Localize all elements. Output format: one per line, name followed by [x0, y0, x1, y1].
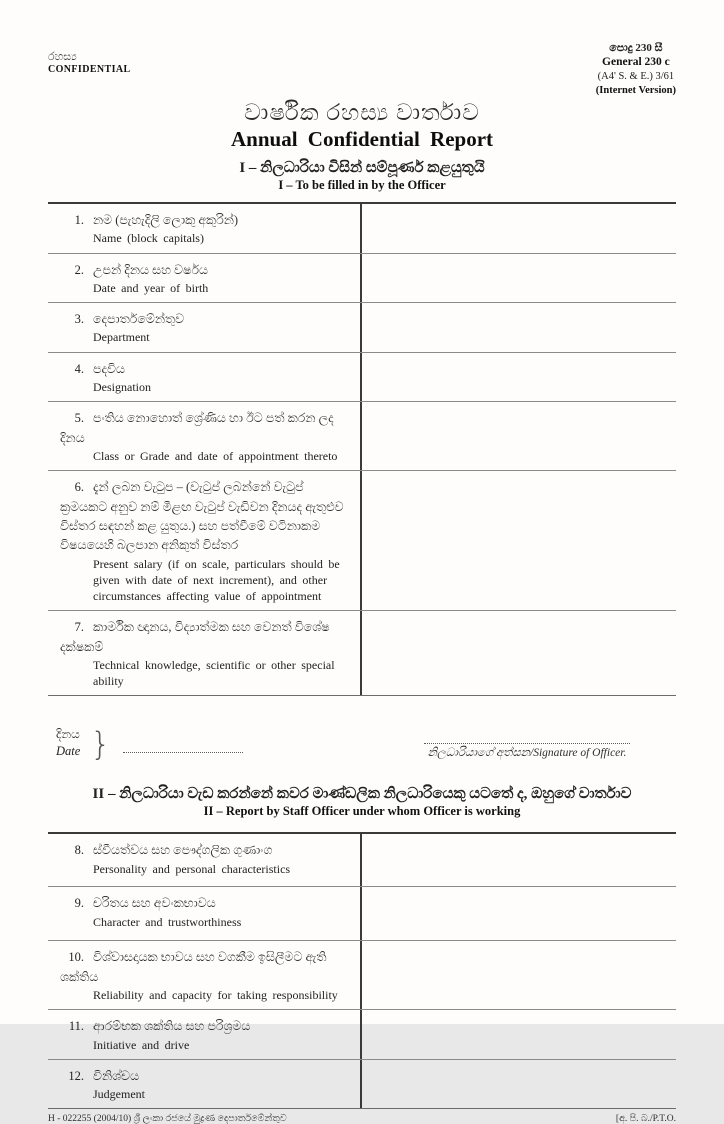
row-number: 7. [74, 620, 84, 635]
form-reference-block [596, 41, 676, 98]
row-label [48, 254, 362, 303]
row-label-sinhala: දැන් ලබන වැටුප – (වැටුප් ලබන්නේ වැටුප් ක්‍රමයකට අනුව නම් මීළඟ වැටුප් වැඩිවන දිනයද ඇතුළුව විස්තර සඳහන් කළ යුතුය.) සහ පත්වීමේ වටිනාකම විෂයයෙහි බලපාන අනිකුත් විස්තර [60, 480, 344, 553]
row-label [48, 353, 362, 402]
form-row-judgement [48, 1059, 676, 1109]
row-label-sinhala: ආරම්භක ශක්තිය සහ පරිශ්‍රමය [93, 1019, 251, 1034]
row-label-sinhala: විශ්වාසදායක භාවය සහ වගකීම ඉසිලීමට ඇති ශක්තිය [60, 950, 327, 984]
date-signature-section [48, 727, 676, 763]
form-row-department [48, 302, 676, 352]
row-label-sinhala: කාර්මික ඥානය, විද්‍යාත්මක සහ වෙනත් විශේෂ දක්ෂකම් [60, 620, 330, 654]
form-row-salary [48, 470, 676, 610]
row-number: 11. [68, 1019, 84, 1034]
answer-box-salary[interactable] [362, 471, 676, 610]
answer-box-character[interactable] [362, 887, 676, 940]
row-number: 3. [74, 312, 84, 327]
form-row-class-grade [48, 401, 676, 470]
row-number: 8. [74, 843, 84, 858]
row-label-sinhala: විනිශ්චය [93, 1068, 140, 1083]
answer-box-class-grade[interactable] [362, 402, 676, 470]
row-number: 9. [74, 896, 84, 911]
footer [48, 1113, 676, 1124]
row-label-sinhala: උපන් දිනය සහ වර්ෂය [93, 262, 209, 277]
row-number: 6. [74, 480, 84, 495]
form-row-reliability [48, 940, 676, 1009]
answer-box-reliability[interactable] [362, 941, 676, 1009]
row-label-sinhala: චරිතය සහ අවංකභාවය [93, 896, 216, 911]
section2-heading-sinhala: II – නිලධාරියා වැඩ කරන්නේ කවර මාණ්ඩලික නිලධාරියෙකු යටතේ ද, ඔහුගේ වාර්තාව [92, 786, 632, 803]
row-label-english: Reliability and capacity for taking responsibility [93, 988, 338, 1003]
answer-box-birth[interactable] [362, 254, 676, 303]
confidential-block [48, 51, 131, 75]
brace-glyph: } [90, 725, 111, 764]
date-block [56, 727, 243, 763]
form-row-designation [48, 352, 676, 402]
row-label [48, 1060, 362, 1109]
row-label [48, 1010, 362, 1059]
section1-table [48, 202, 676, 697]
date-label: Date [56, 743, 81, 758]
form-row-birth [48, 253, 676, 303]
row-label [48, 471, 362, 610]
row-number: 10. [68, 950, 84, 965]
row-label-english: Technical knowledge, scientific or other special ability [93, 657, 335, 689]
form-row-name [48, 204, 676, 253]
section2-heading-block [48, 785, 676, 819]
answer-box-designation[interactable] [362, 353, 676, 402]
answer-box-department[interactable] [362, 303, 676, 352]
form-row-initiative [48, 1009, 676, 1059]
row-number: 2. [74, 262, 84, 277]
row-label [48, 887, 362, 940]
row-number: 1. [74, 212, 84, 227]
title-block [48, 100, 676, 193]
row-label-sinhala: දෙපාර්තමේන්තුව [93, 312, 185, 327]
row-label-english: Initiative and drive [93, 1037, 190, 1052]
row-label-sinhala: පංතිය නොහොත් ශ්‍රේණිය හා ඊට පත් කරන ලද දිනය [60, 411, 334, 445]
form-row-character [48, 886, 676, 940]
answer-box-technical-knowledge[interactable] [362, 611, 676, 695]
pto-label: [අ. පි. බ./P.T.O. [615, 1114, 676, 1124]
form-number-sinhala: පොදු 230 සී [609, 42, 663, 54]
row-label-sinhala: නම (පැහැදිලි ලොකු අකුරින්) [93, 212, 239, 227]
form-row-personality [48, 834, 676, 886]
date-label-sinhala: දිනය [56, 727, 80, 742]
form-row-technical-knowledge [48, 610, 676, 695]
row-label [48, 611, 362, 695]
row-number: 4. [74, 361, 84, 376]
confidential-label-sinhala: රහස්‍ය [48, 51, 77, 63]
form-size-reference: (A4' S. & E.) 3/61 [597, 71, 675, 83]
row-label-english: Name (block capitals) [93, 230, 204, 245]
row-label-english: Department [93, 330, 150, 345]
row-label-english: Personality and personal characteristics [93, 861, 291, 876]
section1-heading: I – To be filled in by the Officer [278, 177, 446, 192]
page-title: Annual Confidential Report [230, 126, 494, 151]
answer-box-personality[interactable] [362, 834, 676, 886]
row-label-english: Class or Grade and date of appointment thereto [93, 448, 338, 463]
row-label [48, 834, 362, 886]
answer-box-judgement[interactable] [362, 1060, 676, 1109]
section2-table [48, 832, 676, 1109]
row-label-english: Designation [93, 380, 151, 395]
form-version-label: (Internet Version) [595, 84, 676, 96]
row-label [48, 204, 362, 253]
row-label-english: Judgement [93, 1087, 145, 1102]
signature-caption: නිලධාරියාගේ අත්සන/Signature of Officer. [427, 747, 627, 760]
signature-field[interactable] [424, 733, 630, 744]
row-label [48, 941, 362, 1009]
section2-heading: II – Report by Staff Officer under whom Officer is working [203, 804, 521, 819]
answer-box-name[interactable] [362, 204, 676, 253]
section1-heading-sinhala: I – නිලධාරියා විසින් සම්පූර්ණ කළයුතුයි [239, 159, 485, 176]
row-label-english: Date and year of birth [93, 280, 209, 295]
print-reference: H - 022255 (2004/10) ශ්‍රී ලංකා රජයේ මුද්‍රණ දෙපාර්තමේන්තුව [48, 1114, 287, 1124]
signature-block [424, 733, 630, 763]
confidential-label: CONFIDENTIAL [48, 64, 131, 76]
header [48, 42, 676, 98]
row-number: 5. [74, 411, 84, 426]
form-number-english: General 230 c [602, 56, 670, 69]
row-label-sinhala: පදවිය [93, 361, 125, 376]
row-label-sinhala: ස්වීයත්වය සහ පෞද්ගලික ගුණාංග [93, 843, 273, 858]
answer-box-initiative[interactable] [362, 1010, 676, 1059]
row-label [48, 303, 362, 352]
row-label-english: Character and trustworthiness [93, 914, 242, 929]
row-label-english: Present salary (if on scale, particulars should be given with date of next increment), and other circumstances affecting value of appointment [93, 556, 340, 604]
row-number: 12. [68, 1068, 84, 1083]
row-label [48, 402, 362, 470]
page-title-sinhala: වාර්ෂික රහස්‍ය වාර්තාව [244, 99, 480, 125]
date-field[interactable] [123, 737, 243, 753]
